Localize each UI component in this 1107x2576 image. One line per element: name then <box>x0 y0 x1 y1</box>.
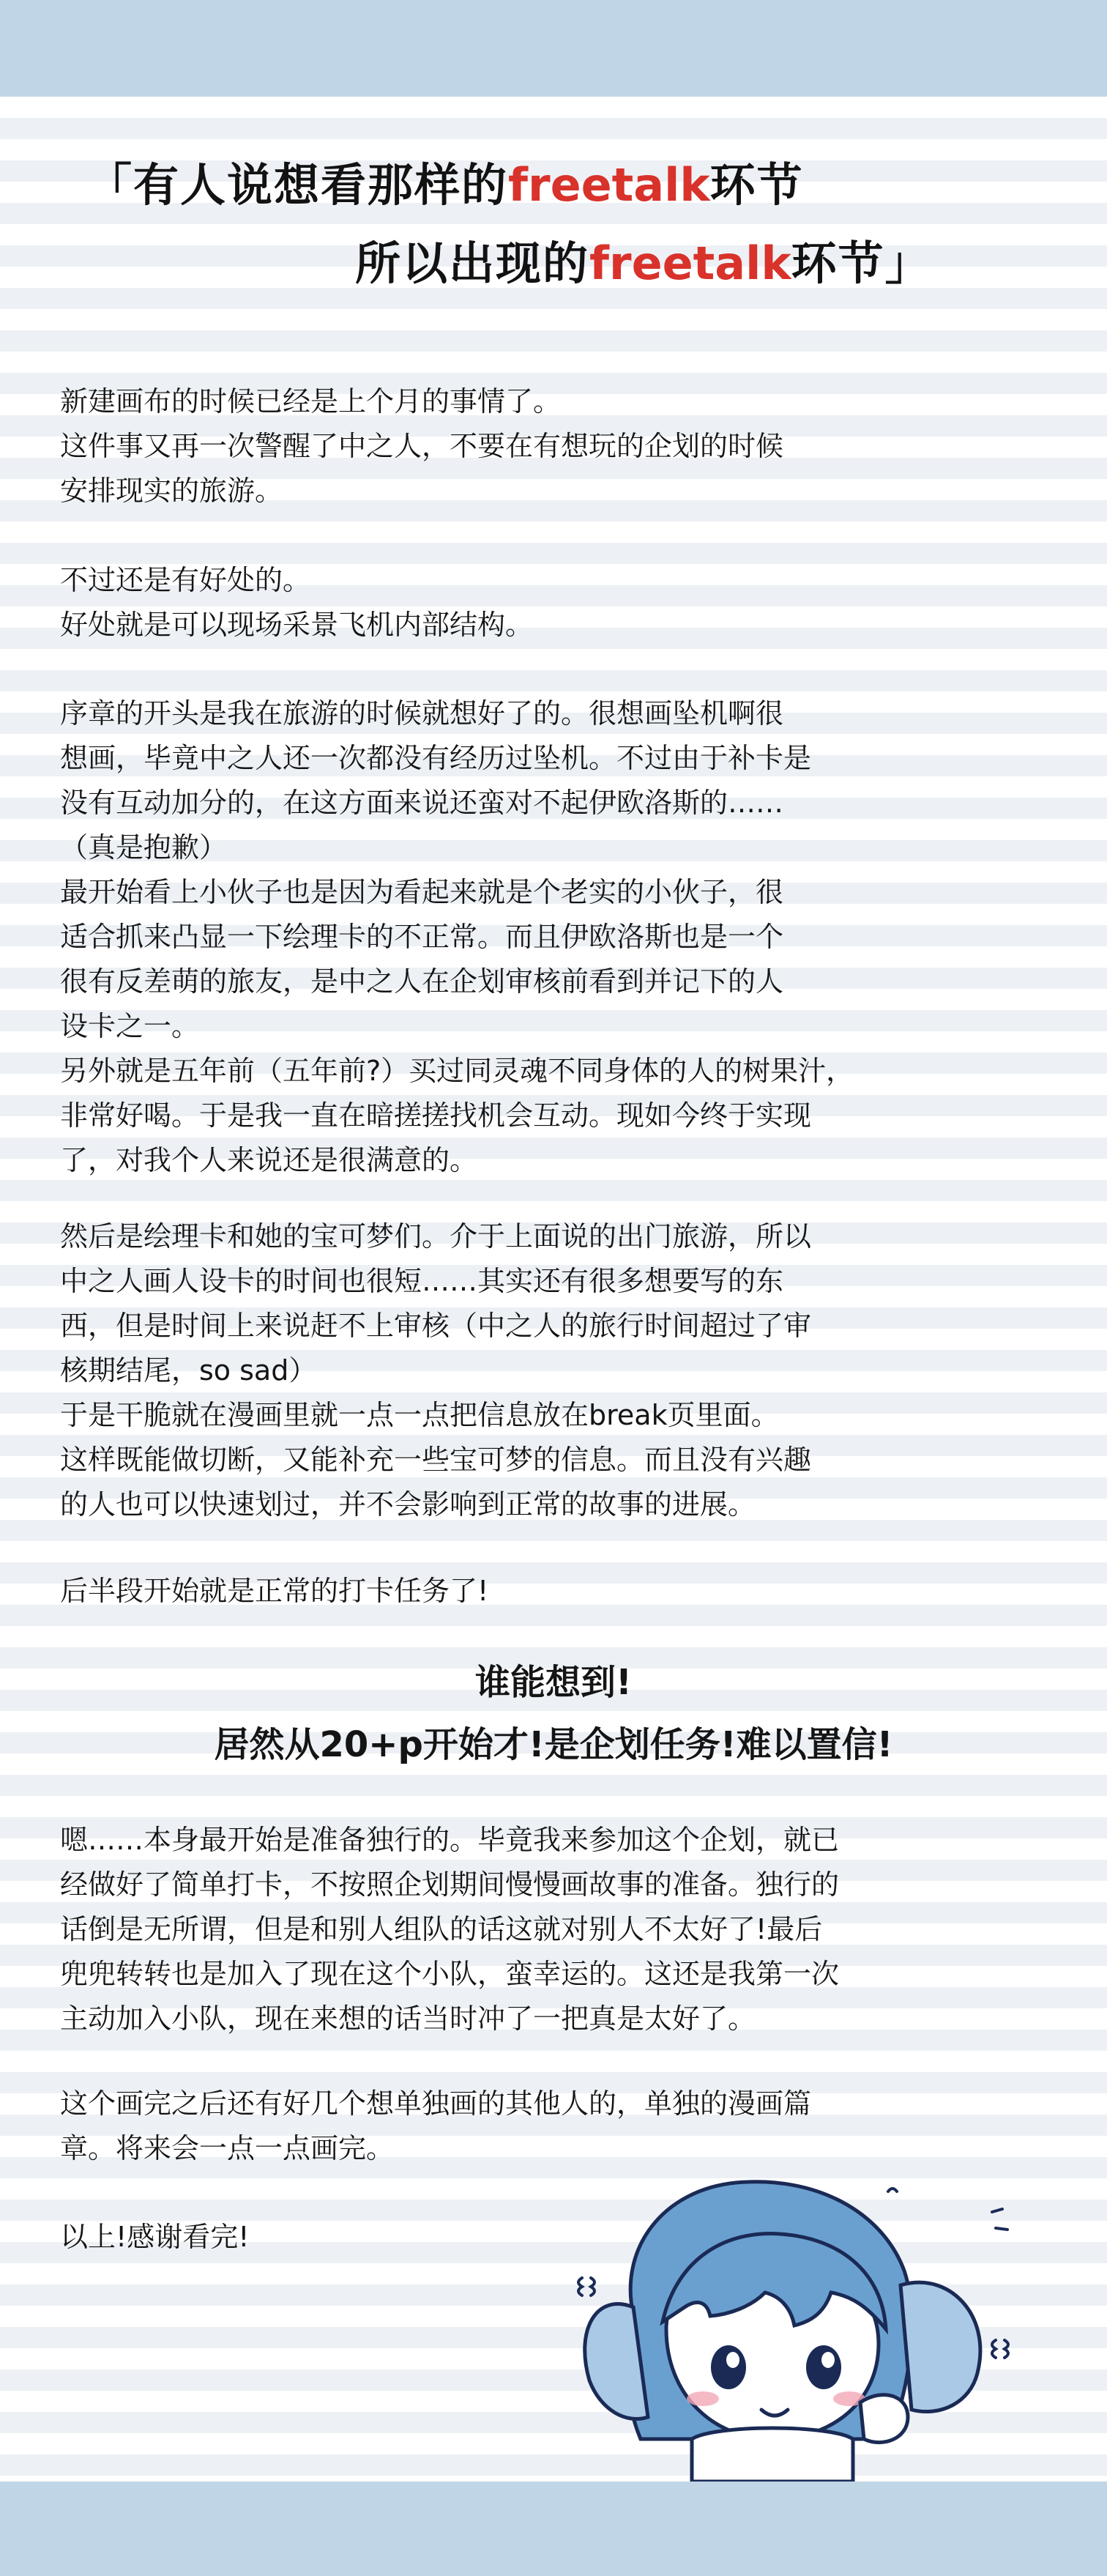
paragraph-line: 安排现实的旅游。 <box>60 475 283 507</box>
paragraph-1 <box>60 379 1056 513</box>
top-band <box>0 0 1107 97</box>
paragraph-line: 这件事又再一次警醒了中之人，不要在有想玩的企划的时候 <box>60 430 784 462</box>
paragraph-line: 好处就是可以现场采景飞机内部结构。 <box>60 609 534 641</box>
paragraph-line: 核期结尾，so sad） <box>60 1354 317 1387</box>
paragraph-line: 设卡之一。 <box>60 1010 200 1042</box>
paragraph-line: 兜兜转转也是加入了现在这个小队，蛮幸运的。这还是我第一次 <box>60 1958 840 1990</box>
mascot-eye-highlight <box>821 2352 835 2368</box>
paragraph-4 <box>60 1214 1056 1527</box>
paragraph-line: 话倒是无所谓，但是和别人组队的话这就对别人不太好了!最后 <box>60 1913 823 1945</box>
heading-line-2: 居然从20+p开始才!是企划任务!难以置信! <box>214 1724 893 1765</box>
mascot-body <box>692 2428 853 2482</box>
paragraph-line: 中之人画人设卡的时间也很短……其实还有很多想要写的东 <box>60 1265 784 1297</box>
paragraph-line: 嗯……本身最开始是准备独行的。毕竟我来参加这个企划，就已 <box>60 1824 840 1856</box>
paragraph-line: 新建画布的时候已经是上个月的事情了。 <box>60 385 562 417</box>
title-line-1 <box>86 150 1097 220</box>
paragraph-line: 适合抓来凸显一下绘理卡的不正常。而且伊欧洛斯也是一个 <box>60 921 784 953</box>
paragraph-3 <box>60 691 1056 1183</box>
mascot-left-eye <box>711 2345 746 2389</box>
mascot-hair-right-tail <box>901 2282 980 2411</box>
paragraph-line: 这个画完之后还有好几个想单独画的其他人的，单独的漫画篇 <box>60 2087 812 2120</box>
mascot-blush-left <box>687 2391 719 2406</box>
paragraph-line: 另外就是五年前（五年前?）买过同灵魂不同身体的人的树果汁， <box>60 1055 854 1087</box>
paragraph-line: 非常好喝。于是我一直在暗搓搓找机会互动。现如今终于实现 <box>60 1099 812 1132</box>
paragraph-line: 西，但是时间上来说赶不上审核（中之人的旅行时间超过了审 <box>60 1310 812 1342</box>
paragraph-line: 的人也可以快速划过，并不会影响到正常的故事的进展。 <box>60 1488 756 1521</box>
heading-line-1: 谁能想到! <box>475 1662 632 1703</box>
paragraph-line: 主动加入小队，现在来想的话当时冲了一把真是太好了。 <box>60 2002 756 2035</box>
mascot-hand <box>860 2395 908 2443</box>
bottom-band <box>0 2482 1107 2576</box>
paragraph-line: 序章的开头是我在旅游的时候就想好了的。很想画坠机啊很 <box>60 697 784 730</box>
title-line-2-suffix: 环节」 <box>791 237 932 290</box>
paragraph-2 <box>60 558 1056 647</box>
title-line-1-freetalk: freetalk <box>508 158 710 212</box>
paragraph-line: 于是干脆就在漫画里就一点一点把信息放在break页里面。 <box>60 1399 779 1431</box>
paragraph-line: 了，对我个人来说还是很满意的。 <box>60 1144 478 1176</box>
mascot-eye-highlight <box>726 2352 739 2368</box>
paragraph-7 <box>60 2082 1056 2171</box>
title-line-1-prefix: 「有人说想看那样的 <box>86 158 509 212</box>
paragraph-line: 经做好了简单打卡，不按照企划期间慢慢画故事的准备。独行的 <box>60 1868 840 1901</box>
chibi-girl-blue-hair-illustration-icon <box>538 2161 1051 2482</box>
title-line-2 <box>355 229 1087 299</box>
mascot-right-eye <box>806 2345 841 2389</box>
title-line-1-suffix: 环节 <box>709 158 804 212</box>
paragraph-line: 想画，毕竟中之人还一次都没有经历过坠机。不过由于补卡是 <box>60 742 812 774</box>
paragraph-line: 最开始看上小伙子也是因为看起来就是个老实的小伙子，很 <box>60 876 784 908</box>
paragraph-line: 不过还是有好处的。 <box>60 564 311 596</box>
paragraph-line: 然后是绘理卡和她的宝可梦们。介于上面说的出门旅游，所以 <box>60 1220 812 1252</box>
paragraph-line: 后半段开始就是正常的打卡任务了! <box>60 1575 489 1607</box>
paragraph-line: 章。将来会一点一点画完。 <box>60 2132 395 2164</box>
paragraph-line: 没有互动加分的，在这方面来说还蛮对不起伊欧洛斯的…… <box>60 787 784 819</box>
paragraph-line: 以上!感谢看完! <box>60 2221 250 2253</box>
title-line-2-freetalk: freetalk <box>589 237 791 290</box>
paragraph-line: （真是抱歉） <box>60 831 228 864</box>
paragraph-5 <box>60 1569 1056 1614</box>
paragraph-6 <box>60 1818 1056 2041</box>
paragraph-line: 很有反差萌的旅友，是中之人在企划审核前看到并记下的人 <box>60 965 784 998</box>
title-line-2-prefix: 所以出现的 <box>355 237 590 290</box>
paragraph-line: 这样既能做切断，又能补充一些宝可梦的信息。而且没有兴趣 <box>60 1444 812 1476</box>
